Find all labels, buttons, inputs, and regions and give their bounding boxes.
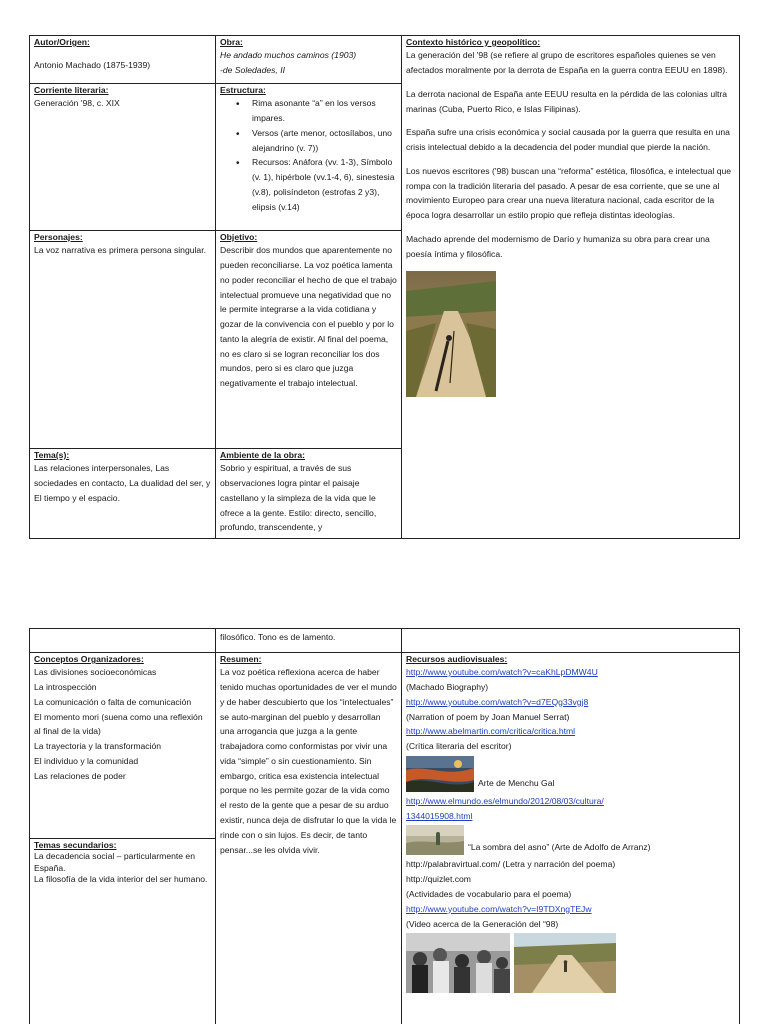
generacion-group-photo [406,933,510,993]
list-item: La comunicación o falta de comunicación [34,696,192,707]
bottom-photos-row [406,933,735,993]
personajes-heading: Personajes: [34,232,83,242]
contexto-heading: Contexto histórico y geopolítico: [406,37,541,47]
recursos-cell [402,653,740,1024]
list-item: La introspección [34,681,97,692]
elmundo-link[interactable]: http://www.elmundo.es/elmundo/2012/08/03/cultura/ [406,795,604,806]
contexto-paragraph: La generación del '98 (se refiere al grupo de escritores españoles quienes se ven afectados moralmente por la derrota de España en la guerra contra EEUU en 1898). [406,50,728,75]
resource-note: (Actividades de vocabulario para el poema) [406,888,572,899]
personajes-cell [30,231,216,449]
arranz-painting [406,825,464,855]
resource-note: (Crítica literaria del escritor) [406,741,512,752]
objetivo-cell [216,231,402,449]
conceptos-cell [30,653,216,839]
abelmartin-link[interactable]: http://www.abelmartin.com/critica/critica.html [406,726,576,737]
list-item: La trayectoria y la transformación [34,741,162,752]
palabravirtual-text: http://palabravirtual.com/ (Letra y narración del poema) [406,859,616,870]
arranz-row [406,825,735,855]
menchu-gal-row [406,756,735,792]
bottom-table [29,628,740,1024]
objetivo-heading: Objetivo: [220,232,258,242]
country-road-photo [514,933,616,993]
resumen-cell [216,653,402,1024]
temas-heading: Tema(s): [34,450,70,460]
youtube-link-narration[interactable]: http://www.youtube.com/watch?v=d7EQg33vgj8 [406,696,589,707]
contexto-paragraph: Machado aprende del modernismo de Darío y humaniza su obra para crear una poesía íntima y filosófica. [406,233,710,259]
recursos-heading: Recursos audiovisuales: [406,654,508,664]
list-item: La decadencia social – particularmente en España. [34,851,195,873]
list-item: • Rima asonante “a” en los versos impares. [236,96,397,126]
objetivo-text: Describir dos mundos que aparentemente no pueden reconciliarse. La voz poética lamenta no poder reconciliar el hecho de que el trabajo intelectual promueve una negatividad que no le permite integrarse a la vida cotidiana y gozar de la convivencia con el pueblo y por lo tanto la alegría de existir. Al final del poema, no es claro si se logran reconciliar los dos mundos, pero si es claro que juzga negativamente el trabajo intelectual. [220,245,397,389]
ambiente-heading: Ambiente de la obra: [220,450,305,460]
conceptos-heading: Conceptos Organizadores: [34,654,144,664]
autor-heading: Autor/Origen: [34,37,90,47]
contexto-paragraph: España sufre una crisis económica y social causada por la guerra que resulta en una crisis intelectual debido a la decadencia del poder mundial que pierde la nación. [406,127,730,153]
top-table [29,35,740,539]
continuation-cell [216,629,402,653]
elmundo-link-cont[interactable]: 1344015908.html [406,810,473,821]
list-item: • Versos (arte menor, octosílabos, uno alejandrino (v. 7)) [236,126,397,156]
personajes-text: La voz narrativa es primera persona singular. [34,245,206,256]
youtube-link-biography[interactable]: http://www.youtube.com/watch?v=caKhLpDMW4U [406,667,598,678]
quizlet-text: http://quizlet.com [406,874,471,885]
continuation-text: filosófico. Tono es de lamento. [220,632,336,642]
resumen-text: La voz poética reflexiona acerca de haber tenido muchas oportunidades de ver el mundo y de haber descubierto que los “intelectuales” se auto-marginan del pueblo y desarrollan una arrogancia que juzga a la gente trabajadora como conformistas por vivir una vida “simple” o sin cuestionamiento. Sin embargo, critica esa existencia intelectual porque no les permite gozar de la vida como el resto de la gente que a pesar de su arduo existir, nunca deja de disfrutar lo que la vida le rinde con o sin lujos. Es decir, de tanto pensar...se les olvida vivir. [220,667,397,855]
list-item: El individuo y la comunidad [34,755,139,766]
list-item: Las divisiones socioeconómicas [34,667,157,678]
estructura-list [220,96,397,214]
list-item: El momento mori (suena como una reflexión al final de la vida) [34,711,203,737]
list-item: Las relaciones de poder [34,770,126,781]
resumen-heading: Resumen: [220,654,262,664]
temas-cell [30,449,216,539]
autor-cell [30,36,216,84]
temas-text: Las relaciones interpersonales, Las sociedades en contacto, La dualidad del ser, y El tiempo y el espacio. [34,463,211,503]
autor-text: Antonio Machado (1875-1939) [34,60,151,71]
contexto-paragraph: La derrota nacional de España ante EEUU resulta en la pérdida de las colonias ultra marinas (Cuba, Puerto Rico, e Islas Filipinas). [406,88,728,114]
ambiente-text: Sobrio y espiritual, a través de sus observaciones logra pintar el paisaje castellano y la simpleza de la vida que le ofrece a la gente. Estilo: directo, sencillo, profundo, transcendente, y [220,463,377,533]
list-item: • Recursos: Anáfora (vv. 1-3), Símbolo (v. 1), hipérbole (vv.1-4, 6), sinestesia (v.8), polisíndeton (estrofas 2 y3), elipsis (v.14) [236,155,397,214]
contexto-cell [402,36,740,539]
resource-note: (Machado Biography) [406,681,489,692]
corriente-cell [30,84,216,231]
blank-cell [402,629,740,653]
temas-secundarios-cell [30,839,216,1024]
ambiente-cell [216,449,402,539]
caption-arranz: “La sombra del asno” (Arte de Adolfo de Arranz) [468,841,651,852]
obra-heading: Obra: [220,37,243,47]
estructura-cell [216,84,402,231]
blank-cell [30,629,216,653]
resource-note: (Narration of poem by Joan Manuel Serrat) [406,711,570,722]
temas-secundarios-heading: Temas secundarios: [34,840,117,850]
contexto-paragraph: Los nuevos escritores ('98) buscan una “reforma” estética, filosófica, e intelectual que rompa con la tradición literaria del pasado. A pesar de esa corriente, que se une al movimiento Europeo para crear una nueva literatura nacional, cada escritor de la época logra desarrollar un estilo propio que refleja distintas ideologías. [406,165,732,221]
corriente-text: Generación '98, c. XIX [34,98,120,109]
resource-note: (Video acerca de la Generación del “98) [406,918,559,929]
obra-cell [216,36,402,84]
shadow-road-photo [406,271,496,397]
corriente-heading: Corriente literaria: [34,85,109,95]
youtube-link-generacion[interactable]: http://www.youtube.com/watch?v=I9TDXngTEJw [406,903,592,914]
menchu-gal-painting [406,756,474,792]
list-item: La filosofía de la vida interior del ser humano. [34,874,208,885]
obra-title: He andado muchos caminos (1903) [220,50,357,61]
estructura-heading: Estructura: [220,85,266,95]
caption-menchu-gal: Arte de Menchu Gal [478,778,555,789]
obra-source: -de Soledades, II [220,64,285,75]
